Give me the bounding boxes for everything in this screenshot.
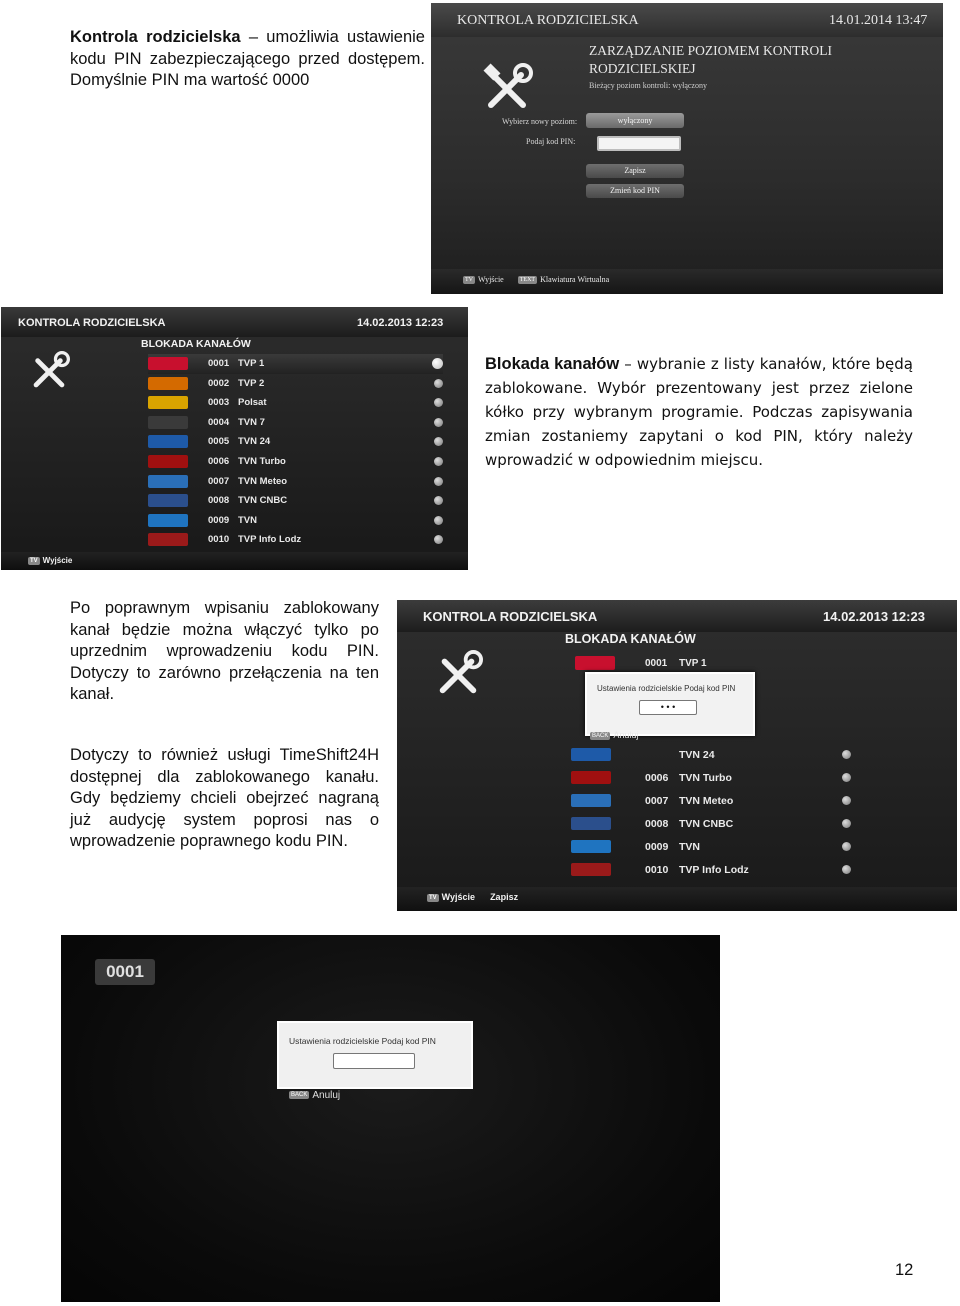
channel-row[interactable] (571, 814, 851, 836)
selection-dot-icon (434, 398, 443, 407)
channel-logo (571, 863, 611, 876)
channel-logo (571, 840, 611, 853)
screen2-footer (28, 556, 72, 565)
channel-logo (148, 455, 188, 468)
block-paragraph (485, 352, 913, 472)
channel-row[interactable] (148, 354, 443, 374)
screen1-heading-line1: ZARZĄDZANIE POZIOMEM KONTROLI (589, 43, 832, 58)
channel-number: 0008 (208, 495, 230, 507)
channel-logo (148, 475, 188, 488)
selection-dot-icon (842, 750, 851, 759)
selection-dot-icon (842, 819, 851, 828)
channel-number-badge: 0001 (95, 959, 155, 985)
screen2-datetime: 14.02.2013 12:23 (357, 317, 444, 329)
text-key-icon: TEXT (519, 277, 536, 284)
screen3-datetime: 14.02.2013 12:23 (823, 609, 925, 624)
intro-text: – umożliwia ustawienie kodu PIN zabezpieczającego przed dostępem. Domyślnie PIN ma wartość 0000 (70, 28, 425, 89)
channel-number: 0003 (208, 397, 230, 409)
selection-dot-icon (434, 496, 443, 505)
channel-name: TVN Turbo (238, 456, 286, 467)
screen3-section: BLOKADA KANAŁÓW (565, 632, 696, 646)
channel-name: TVN 24 (679, 749, 715, 761)
live-dialog-title: Ustawienia rodzicielskie Podaj kod PIN (289, 1036, 436, 1046)
channel-logo (148, 494, 188, 507)
channel-number: 0005 (208, 436, 230, 448)
pin-label: Podaj kod PIN: (526, 137, 576, 146)
save-label: Zapisz (490, 892, 519, 902)
channel-number: 0004 (208, 416, 230, 428)
block-title: Blokada kanałów (485, 355, 620, 373)
screen3-footer (427, 892, 518, 902)
channel-name: TVP 2 (238, 377, 265, 389)
channel-number: 0007 (645, 795, 669, 807)
selection-dot-icon (842, 865, 851, 874)
selection-dot-icon (434, 477, 443, 486)
channel-row[interactable] (571, 860, 851, 882)
channel-name: TVP Info Lodz (238, 534, 302, 546)
channel-logo (148, 435, 188, 448)
channel-logo (148, 357, 188, 370)
selection-dot-icon (434, 535, 443, 544)
channel-row[interactable] (148, 413, 443, 433)
channel-name: TVN CNBC (238, 495, 288, 507)
top-channel-number: 0001 (645, 658, 668, 669)
live-cancel-label: Anuluj (312, 1090, 341, 1101)
tv-key-icon: TV (429, 894, 437, 901)
channel-row[interactable] (148, 374, 443, 394)
selection-dot-icon (434, 457, 443, 466)
channel-number: 0006 (208, 456, 230, 467)
exit-label: Wyjście (42, 556, 73, 565)
selection-dot-icon (842, 773, 851, 782)
channel-number: 0002 (208, 377, 230, 389)
channel-row[interactable] (571, 837, 851, 859)
channel-logo (571, 771, 611, 784)
channel-logo (148, 396, 188, 409)
channel-number: 0010 (208, 534, 230, 546)
intro-paragraph (70, 27, 425, 92)
channel-row[interactable] (148, 491, 443, 511)
channel-name: TVN CNBC (679, 818, 734, 830)
new-level-label: Wybierz nowy poziom: (502, 117, 578, 126)
channel-number: 0006 (645, 772, 669, 784)
exit-label: Wyjście (478, 275, 504, 284)
screen2-section: BLOKADA KANAŁÓW (141, 338, 251, 350)
after-pin-paragraph: Po poprawnym wpisaniu zablokowany kanał będzie można włączyć tylko po uprzednim wprowadzeniu kodu PIN. Dotyczy to zarówno przełączenia na ten kanał. (70, 599, 379, 703)
dialog-pin-input[interactable]: • • • (639, 700, 697, 715)
channel-name: TVN Meteo (238, 475, 288, 487)
live-cancel-button[interactable] (289, 1090, 340, 1101)
screen3-header: KONTROLA RODZICIELSKA (423, 609, 598, 624)
channel-row[interactable] (571, 791, 851, 813)
tv-key-icon: TV (30, 557, 38, 564)
channel-number: 0007 (208, 475, 230, 487)
back-key-icon: BACK (592, 732, 609, 739)
selection-dot-icon (434, 516, 443, 525)
channel-logo (571, 817, 611, 830)
top-channel-name: TVP 1 (679, 658, 707, 669)
screen1-heading-line2: RODZICIELSKIEJ (589, 61, 696, 76)
screenshot-channel-block (1, 307, 468, 570)
block-text: – wybranie z listy kanałów, które będą zablokowane. Wybór prezentowany jest przez zielone kółko przy wybranym programie. Podczas zapisywania zmian zostaniemy zapytani o kod PIN, który należy wprowadzić w odpowiednim miejscu. (485, 355, 913, 469)
channel-number: 0009 (645, 841, 669, 853)
screen1-footer (463, 275, 609, 284)
page-number: 12 (895, 1261, 914, 1279)
channel-logo (148, 416, 188, 429)
timeshift-paragraph: Dotyczy to również usługi TimeShift24H dostępnej dla zablokowanego kanału. Gdy będziemy chcieli obejrzeć nagraną już audycję system poprosi nas o wprowadzenie poprawnego kodu PIN. (70, 746, 379, 850)
channel-logo (148, 533, 188, 546)
intro-title: Kontrola rodzicielska (70, 28, 241, 46)
channel-name: Polsat (238, 397, 267, 409)
channel-row[interactable] (148, 452, 443, 472)
channel-name: TVN 24 (238, 436, 271, 448)
channel-logo (571, 748, 611, 761)
channel-logo (148, 514, 188, 527)
tools-icon (481, 63, 533, 115)
tools-icon (28, 351, 70, 393)
keyboard-label: Klawiatura Wirtualna (540, 275, 610, 284)
tv-key-icon: TV (465, 277, 473, 284)
selection-dot-icon (434, 418, 443, 427)
top-channel-row (575, 656, 805, 672)
channel-number: 0009 (208, 514, 230, 526)
channel-row[interactable] (148, 432, 443, 452)
screenshot-pin-dialog (397, 600, 957, 911)
channel-number: 0001 (208, 358, 230, 369)
current-level-text: Bieżący poziom kontroli: wyłączony (589, 81, 707, 90)
cancel-label: Anuluj (613, 730, 639, 740)
channel-row[interactable] (571, 768, 851, 790)
screenshot-parental-level (431, 3, 943, 294)
channel-number: 0010 (645, 864, 669, 876)
tools-icon (433, 650, 483, 700)
screenshot-live-pin (61, 935, 720, 1302)
back-key-icon: BACK (291, 1092, 308, 1099)
channel-name: TVN Meteo (679, 795, 734, 807)
channel-row[interactable] (148, 511, 443, 531)
save-button[interactable]: Zapisz (586, 164, 684, 178)
live-pin-input[interactable] (333, 1053, 415, 1069)
channel-list (148, 354, 443, 550)
channel-row[interactable] (571, 745, 851, 767)
change-pin-button[interactable]: Zmień kod PIN (586, 184, 684, 198)
channel-logo (148, 377, 188, 390)
screen1-header: KONTROLA RODZICIELSKA (457, 13, 639, 28)
selection-dot-icon (432, 358, 443, 369)
channel-name: TVN (238, 514, 257, 526)
channel-row[interactable] (148, 472, 443, 492)
exit-label: Wyjście (441, 892, 476, 902)
selection-dot-icon (842, 842, 851, 851)
selection-dot-icon (434, 437, 443, 446)
pin-input[interactable] (597, 136, 681, 151)
channel-name: TVP 1 (238, 358, 265, 369)
screen2-header: KONTROLA RODZICIELSKA (18, 317, 166, 329)
channel-row[interactable] (148, 393, 443, 413)
level-select[interactable]: wyłączony (586, 113, 684, 128)
channel-name: TVN 7 (238, 416, 265, 428)
channel-list (571, 745, 851, 885)
cancel-button[interactable] (590, 730, 638, 740)
selection-dot-icon (842, 796, 851, 805)
selection-dot-icon (434, 379, 443, 388)
channel-name: TVP Info Lodz (679, 864, 749, 876)
channel-number: 0008 (645, 818, 669, 830)
channel-row[interactable] (148, 530, 443, 550)
screen1-datetime: 14.01.2014 13:47 (829, 13, 928, 28)
live-pin-dialog (277, 1021, 473, 1089)
channel-name: TVN (679, 841, 700, 853)
channel-name: TVN Turbo (679, 772, 732, 784)
channel-logo (571, 794, 611, 807)
dialog-title: Ustawienia rodzicielskie Podaj kod PIN (597, 684, 736, 693)
pin-dialog (585, 672, 755, 736)
